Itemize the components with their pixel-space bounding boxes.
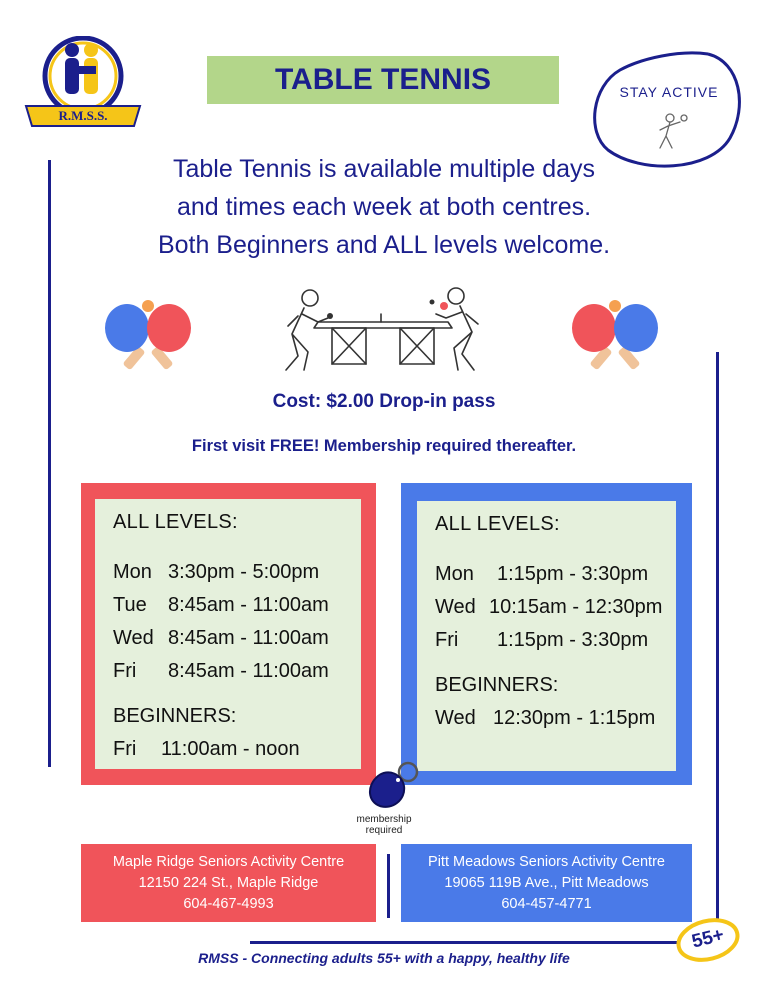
schedule-time: 11:00am - noon: [161, 738, 300, 760]
paddles-right-icon: [570, 298, 660, 370]
schedule-day: Fri: [435, 629, 459, 651]
schedule-day: Tue: [113, 594, 147, 616]
schedule-row: [113, 733, 361, 766]
schedule-day: Mon: [435, 563, 474, 585]
spacer: [435, 657, 676, 669]
maple-schedule-content: [95, 499, 361, 769]
schedule-row: [113, 655, 361, 688]
pitt-schedule-panel: [401, 483, 692, 785]
membership-line-2: required: [365, 825, 403, 836]
schedule-row: [435, 591, 676, 624]
schedule-time: 3:30pm - 5:00pm: [168, 561, 320, 583]
ping-pong-players-icon: [268, 286, 498, 372]
schedule-day: Fri: [113, 738, 137, 760]
schedule-row: [435, 702, 676, 735]
schedule-time: 8:45am - 11:00am: [168, 660, 329, 682]
rmss-logo: [22, 36, 144, 128]
footer-tagline: RMSS - Connecting adults 55+ with a happy, healthy life: [198, 950, 570, 966]
pitt-beginners-heading: BEGINNERS:: [435, 674, 559, 696]
schedule-day: Fri: [113, 660, 137, 682]
schedule-day: Wed: [435, 707, 476, 729]
intro-text: [100, 150, 668, 264]
schedule-row: [435, 558, 676, 591]
schedule-day: Wed: [435, 596, 476, 618]
schedule-time: 10:15am - 12:30pm: [489, 596, 663, 618]
maple-beginners-heading: BEGINNERS:: [113, 705, 237, 727]
membership-line-1: membership: [356, 814, 412, 825]
pitt-all-levels-heading: ALL LEVELS:: [435, 513, 560, 535]
paddles-left-icon: [103, 298, 193, 370]
pitt-centre-address: 19065 119B Ave., Pitt Meadows: [444, 874, 649, 891]
logo-text: R.M.S.S.: [58, 108, 108, 123]
maple-schedule-panel: [81, 483, 376, 785]
schedule-time: 1:15pm - 3:30pm: [497, 629, 649, 651]
schedule-time: 12:30pm - 1:15pm: [493, 707, 656, 729]
maple-centre-name: Maple Ridge Seniors Activity Centre: [112, 853, 345, 870]
key-fob-icon: [364, 760, 420, 814]
intro-line-3: Both Beginners and ALL levels welcome.: [157, 231, 611, 259]
left-divider-line: [48, 160, 51, 767]
intro-line-1: Table Tennis is available multiple days: [173, 155, 595, 183]
schedule-row: [435, 624, 676, 657]
maple-centre-address: 12150 224 St., Maple Ridge: [138, 874, 319, 891]
schedule-day: Mon: [113, 561, 152, 583]
schedule-day: Wed: [113, 627, 154, 649]
schedule-row: [113, 556, 361, 589]
maple-ridge-centre-info: [81, 844, 376, 922]
maple-all-levels-heading: ALL LEVELS:: [113, 511, 238, 533]
pitt-schedule-content: [417, 501, 676, 771]
stay-active-text: STAY ACTIVE: [619, 84, 719, 100]
pitt-meadows-centre-info: [401, 844, 692, 922]
age-badge-text: 55+: [689, 924, 727, 953]
spacer: [113, 688, 361, 700]
membership-required-label: [340, 814, 428, 836]
footer-rule: [250, 941, 685, 944]
cost-text: Cost: $2.00 Drop-in pass: [272, 391, 496, 412]
schedule-row: [113, 589, 361, 622]
pitt-centre-name: Pitt Meadows Seniors Activity Centre: [428, 853, 665, 870]
first-visit-text: First visit FREE! Membership required thereafter.: [191, 437, 577, 455]
schedule-time: 8:45am - 11:00am: [168, 594, 329, 616]
centre-divider-line: [387, 854, 390, 918]
maple-centre-phone: 604-467-4993: [183, 895, 274, 912]
intro-line-2: and times each week at both centres.: [176, 193, 592, 221]
schedule-time: 1:15pm - 3:30pm: [497, 563, 649, 585]
schedule-time: 8:45am - 11:00am: [168, 627, 329, 649]
schedule-row: [113, 622, 361, 655]
pitt-centre-phone: 604-457-4771: [501, 895, 592, 912]
page-title: TABLE TENNIS: [207, 56, 559, 104]
